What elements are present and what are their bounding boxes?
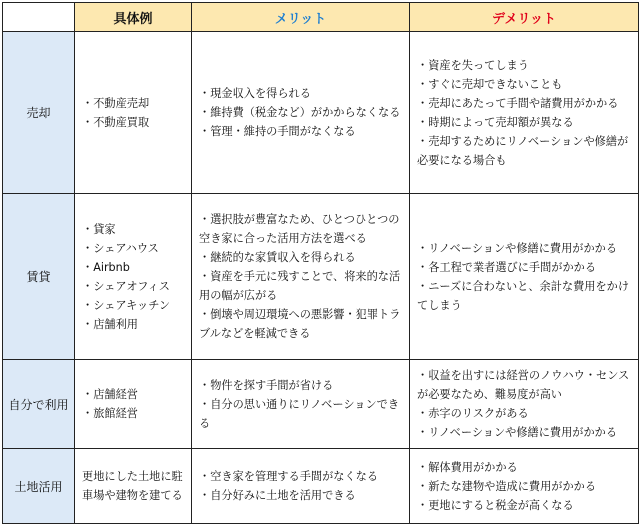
- table-row-land-use: [3, 449, 639, 524]
- merit-item: ・資産を手元に残すことで、将来的な活用の幅が広がる: [199, 270, 401, 302]
- examples-cell: [75, 194, 192, 360]
- demerit-item: ・新たな建物や造成に費用がかかる: [417, 479, 597, 493]
- header-example: 具体例: [75, 3, 192, 32]
- example-item: ・シェアキッチン: [82, 298, 171, 312]
- demerit-item: ・解体費用がかかる: [417, 460, 518, 474]
- examples-cell: [75, 32, 192, 194]
- header-demerit: デメリット: [410, 3, 639, 32]
- row-label-self-use: 自分で利用: [3, 360, 75, 449]
- row-label-sale: 売却: [3, 32, 75, 194]
- example-text: 更地にした土地に駐車場や建物を建てる: [75, 449, 192, 524]
- demerit-item: ・資産を失ってしまう: [417, 58, 529, 72]
- demerit-item: ・売却にあたって手間や諸費用がかかる: [417, 96, 619, 110]
- merit-item: ・空き家を管理する手間がなくなる: [199, 470, 379, 483]
- header-row: [3, 3, 639, 32]
- demerit-item: ・リノベーションや修繕に費用がかかる: [417, 426, 618, 439]
- example-item: ・店舗経営: [82, 388, 138, 401]
- example-item: ・不動産買取: [82, 115, 150, 129]
- merit-item: ・倒壊や周辺環境への悪影響・犯罪トラブルなどを軽減できる: [199, 308, 401, 340]
- demerit-item: ・すぐに売却できないことも: [417, 77, 563, 91]
- example-item: ・貸家: [82, 222, 116, 236]
- demerit-item: ・ニーズに合わないと、余計な費用をかけてしまう: [417, 279, 630, 312]
- merits-cell: [192, 194, 410, 360]
- demerits-cell: [410, 360, 639, 449]
- comparison-table: [2, 2, 639, 524]
- header-blank-cell: [3, 3, 75, 32]
- table-row-sale: [3, 32, 639, 194]
- demerit-item: ・更地にすると税金が高くなる: [417, 498, 574, 512]
- merit-item: ・選択肢が豊富なため、ひとつひとつの空き家に合った活用方法を選べる: [199, 213, 400, 245]
- merit-item: ・継続的な家賃収入を得られる: [199, 251, 356, 264]
- merit-item: ・自分の思い通りにリノベーションできる: [199, 397, 400, 430]
- table-row-self-use: [3, 360, 639, 449]
- demerit-item: ・各工程で業者選びに手間がかかる: [417, 260, 597, 274]
- merit-item: ・自分好みに土地を活用できる: [199, 489, 356, 502]
- header-merit: メリット: [192, 3, 410, 32]
- examples-cell: [75, 360, 192, 449]
- merit-item: ・管理・維持の手間がなくなる: [199, 125, 356, 138]
- row-label-land-use: 土地活用: [3, 449, 75, 524]
- example-item: ・シェアオフィス: [82, 279, 170, 293]
- example-item: ・店舗利用: [82, 317, 138, 331]
- demerits-cell: [410, 449, 639, 524]
- merits-cell: [192, 32, 410, 194]
- demerit-item: ・リノベーションや修繕に費用がかかる: [417, 241, 618, 255]
- table-row-rental: [3, 194, 639, 360]
- merit-item: ・維持費（税金など）がかからなくなる: [199, 106, 401, 119]
- demerit-item: ・売却するためにリノベーションや修繕が必要になる場合も: [417, 134, 629, 167]
- demerits-cell: [410, 32, 639, 194]
- example-item: ・シェアハウス: [82, 241, 159, 255]
- merit-item: ・現金収入を得られる: [199, 87, 311, 100]
- merits-cell: [192, 449, 410, 524]
- demerit-item: ・時期によって売却額が異なる: [417, 115, 574, 129]
- demerits-cell: [410, 194, 639, 360]
- merits-cell: [192, 360, 410, 449]
- example-item: ・不動産売却: [82, 96, 150, 110]
- demerit-item: ・収益を出すには経営のノウハウ・センスが必要なため、難易度が高い: [417, 369, 630, 401]
- demerit-item: ・赤字のリスクがある: [417, 407, 529, 420]
- merit-item: ・物件を探す手間が省ける: [199, 378, 334, 392]
- row-label-rental: 賃貸: [3, 194, 75, 360]
- example-item: ・旅館経営: [82, 407, 138, 420]
- example-item: ・Airbnb: [82, 260, 130, 274]
